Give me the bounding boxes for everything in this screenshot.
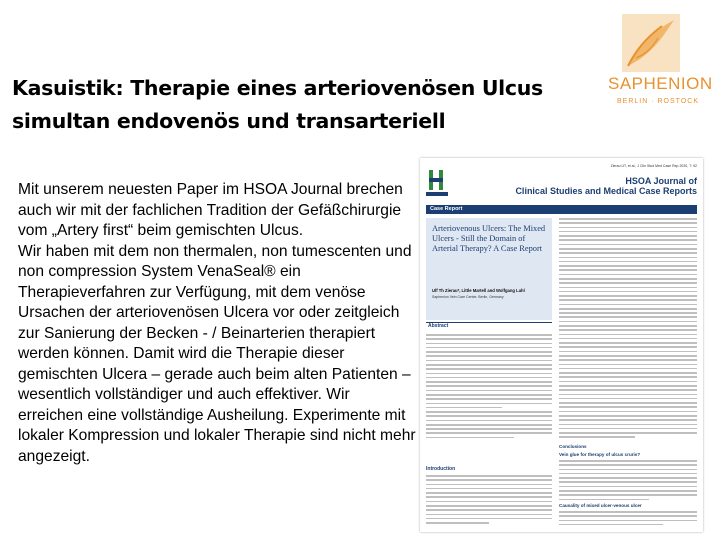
introduction-heading: Introduction: [426, 466, 456, 472]
vein-glue-heading: Vein glue for therapy of ulcus cruris?: [559, 452, 641, 457]
saphenion-leaf-icon: [622, 14, 680, 72]
right-text-lines-2: [559, 460, 697, 503]
causality-heading: Causality of mixed ulcer-venous ulcer: [559, 503, 642, 508]
paper-citation: Zierau UT, et al., J Clin Stud Med Case Rep 2020, 7: 92: [610, 164, 697, 168]
slide-title-line1: Kasuistik: Therapie eines arteriovenösen Ulcus: [12, 76, 543, 100]
abstract-text-lines: [426, 334, 552, 441]
paper-left-column: [426, 216, 552, 528]
introduction-text-lines: [426, 475, 552, 526]
body-paragraph-2: Wir haben mit dem non thermalen, non tumescenten und non compression System VenaSeal® ein Therapieverfahren zur Verfügung, mit dem venöse Ursachen der arteriovenösen Ulcera vor oder zeitgleich zur Sanierung der Becken - / Beinarterien therapiert werden können. Damit wird die Therapie dieser gemischten Ulcera – gerade auch beim alten Patienten – wesentlich vollständiger und auch effektiver. Wir erreichen eine vollständige Ausheilung. Experimente mit lokaler Kompression und lokaler Therapie sind nicht mehr angezeigt.: [18, 242, 416, 465]
journal-line2: Clinical Studies and Medical Case Reports: [515, 186, 697, 196]
logo-name: SAPHENION: [608, 74, 713, 93]
logo-subtitle: BERLIN · ROSTOCK: [617, 98, 699, 105]
right-text-lines-3: [559, 511, 697, 528]
right-text-lines-1: [559, 218, 697, 441]
body-paragraph-1: Mit unserem neuesten Paper im HSOA Journal brechen auch wir mit der fachlichen Tradition der Gefäßchirurgie vom „Artery first“ beim gemischten Ulcus.: [18, 181, 403, 239]
paper-section-band: [426, 205, 697, 214]
article-authors: Ulf Th Zierau*, Little Martell and Wolfgang Lahl: [432, 288, 525, 293]
article-title: Arteriovenous Ulcers: The Mixed Ulcers - Still the Domain of Arterial Therapy? A Case Report: [432, 224, 546, 253]
slide-body: [18, 180, 418, 467]
saphenion-logo: [608, 14, 713, 114]
paper-thumbnail: [420, 158, 703, 532]
slide-title-line2: simultan endovenös und transarteriell: [12, 109, 446, 133]
band-label: Case Report: [430, 206, 463, 212]
hsoa-logo-icon: [426, 168, 448, 198]
conclusions-heading: Conclusions: [559, 444, 587, 449]
article-title-box: [426, 218, 552, 320]
paper-header: [426, 164, 697, 202]
slide-title: [12, 72, 592, 138]
article-affiliation: Saphenion Vein Care Center, Berlin, Germany: [432, 295, 504, 299]
journal-line1: HSOA Journal of: [625, 176, 697, 186]
abstract-heading: Abstract: [426, 322, 552, 330]
paper-right-column: [559, 218, 697, 528]
paper-journal: [467, 176, 697, 196]
